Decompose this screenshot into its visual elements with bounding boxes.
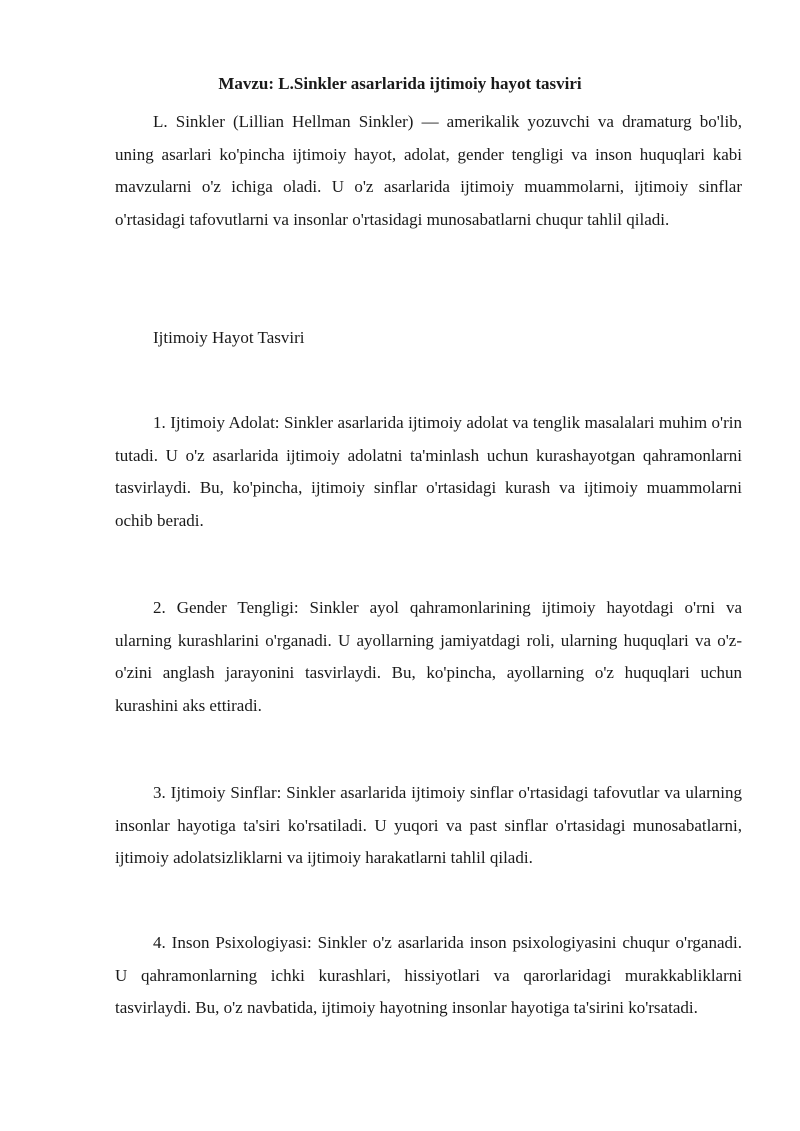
point-paragraph-1: 1. Ijtimoiy Adolat: Sinkler asarlarida ijtimoiy adolat va tenglik masalalari muhim o'rin tutadi. U o'z asarlarida ijtimoiy adolatni ta'minlash uchun kurashayotgan qahramonlarni tasvirlaydi. Bu, ko'pincha, ijtimoiy sinflar o'rtasidagi kurash va ijtimoiy muammolarni ochib beradi. (115, 413, 742, 530)
intro-paragraph: L. Sinkler (Lillian Hellman Sinkler) — amerikalik yozuvchi va dramaturg bo'lib, uning asarlari ko'pincha ijtimoiy hayot, adolat, gender tengligi va inson huquqlari kabi mavzularni o'z ichiga oladi. U o'z asarlarida ijtimoiy muammolarni, ijtimoiy sinflar o'rtasidagi tafovutlarni va insonlar o'rtasidagi munosabatlarni chuqur tahlil qiladi. (115, 112, 742, 229)
page-title: Mavzu: L.Sinkler asarlarida ijtimoiy hayot tasviri (218, 74, 582, 93)
point-paragraph-4: 4. Inson Psixologiyasi: Sinkler o'z asarlarida inson psixologiyasini chuqur o'rganadi. U qahramonlarning ichki kurashlari, hissiyotlari va qarorlaridagi murakkabliklarni tasvirlaydi. Bu, o'z navbatida, ijtimoiy hayotning insonlar hayotiga ta'sirini ko'rsatadi. (115, 933, 742, 1017)
section-heading: Ijtimoiy Hayot Tasviri (153, 328, 305, 347)
point-paragraph-2: 2. Gender Tengligi: Sinkler ayol qahramonlarining ijtimoiy hayotdagi o'rni va ularning kurashlarini o'rganadi. U ayollarning jamiyatdagi roli, ularning huquqlari va o'z-o'zini anglash jarayonini tasvirlaydi. Bu, ko'pincha, ayollarning o'z huquqlari uchun kurashini aks ettiradi. (115, 598, 742, 715)
point-paragraph-3: 3. Ijtimoiy Sinflar: Sinkler asarlarida ijtimoiy sinflar o'rtasidagi tafovutlar va ularning insonlar hayotiga ta'siri ko'rsatiladi. U yuqori va past sinflar o'rtasidagi munosabatlarni, ijtimoiy adolatsizliklarni va ijtimoiy harakatlarni tahlil qiladi. (115, 783, 742, 867)
